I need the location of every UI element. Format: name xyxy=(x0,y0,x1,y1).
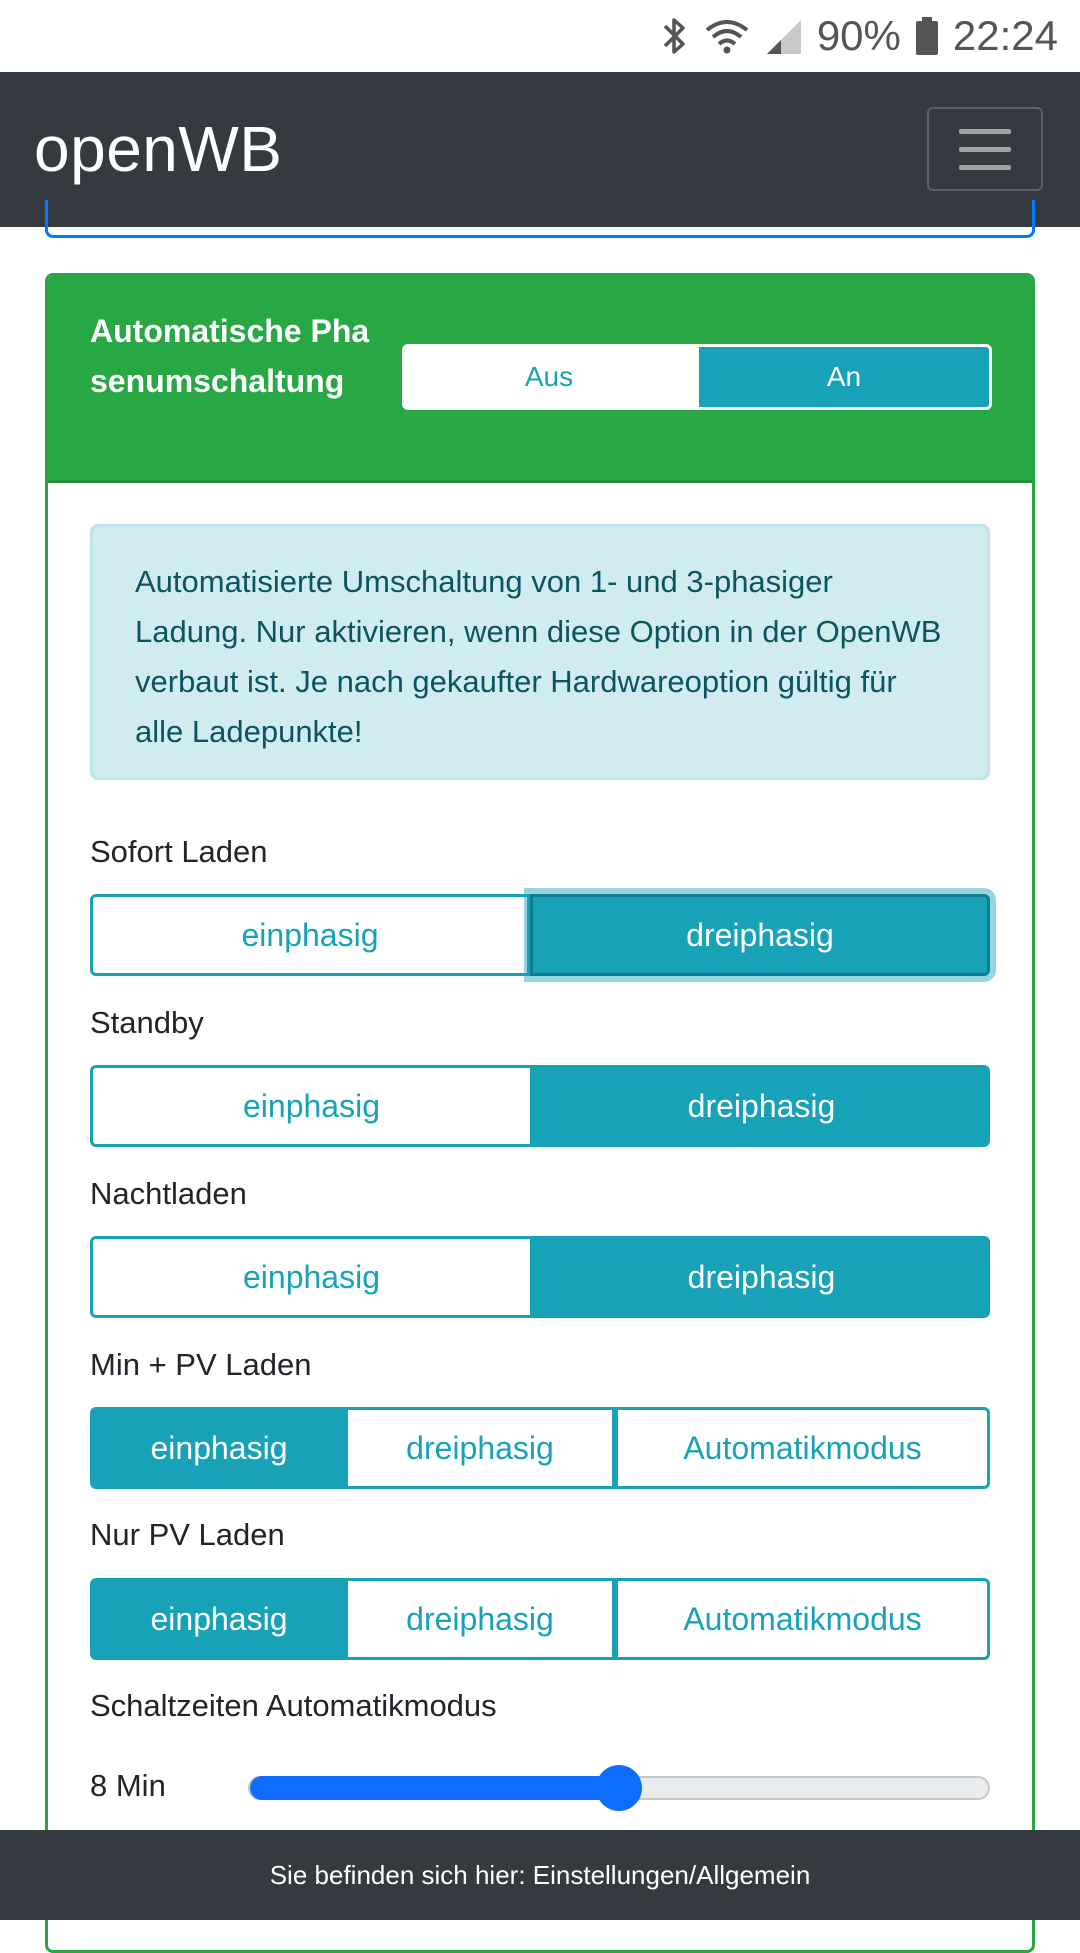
status-bar xyxy=(0,0,1080,72)
nachtladen-options xyxy=(90,1236,990,1318)
min-pv-dreiphasig-button[interactable]: dreiphasig xyxy=(348,1407,615,1489)
nur-pv-laden-options xyxy=(90,1578,990,1660)
toggle-on-button[interactable]: An xyxy=(696,344,992,410)
info-alert: Automatisierte Umschaltung von 1- und 3-phasiger Ladung. Nur aktivieren, wenn diese Option in der OpenWB verbaut ist. Je nach gekaufter Hardwareoption gültig für alle Ladepunkte! xyxy=(90,524,990,780)
slider-value: 8 Min xyxy=(90,1768,166,1803)
nachtladen-einphasig-button[interactable]: einphasig xyxy=(90,1236,533,1318)
standby-options xyxy=(90,1065,990,1147)
card-title: Automatische Phasenumschaltung xyxy=(90,313,370,399)
wifi-icon xyxy=(703,16,751,56)
menu-toggle-button[interactable] xyxy=(927,107,1043,191)
sofort-laden-options xyxy=(90,894,990,976)
card-header xyxy=(48,276,1032,483)
previous-card-edge xyxy=(45,200,1035,238)
battery-icon xyxy=(915,16,939,56)
standby-dreiphasig-button[interactable]: dreiphasig xyxy=(533,1065,990,1147)
breadcrumb-text: Sie befinden sich hier: Einstellungen/Allgemein xyxy=(269,1859,811,1890)
min-pv-laden-options xyxy=(90,1407,990,1489)
slider-thumb[interactable] xyxy=(596,1765,642,1811)
min-pv-einphasig-button[interactable]: einphasig xyxy=(90,1407,348,1489)
nur-pv-automatikmodus-button[interactable]: Automatikmodus xyxy=(615,1578,990,1660)
section-label-schaltzeiten: Schaltzeiten Automatikmodus xyxy=(90,1688,497,1723)
section-label-sofort-laden: Sofort Laden xyxy=(90,834,268,869)
bluetooth-icon xyxy=(661,16,689,56)
min-pv-automatikmodus-button[interactable]: Automatikmodus xyxy=(615,1407,990,1489)
phase-switch-toggle xyxy=(402,344,992,410)
clock: 22:24 xyxy=(952,12,1058,59)
standby-einphasig-button[interactable]: einphasig xyxy=(90,1065,533,1147)
section-label-nur-pv-laden: Nur PV Laden xyxy=(90,1517,285,1552)
section-label-min-pv-laden: Min + PV Laden xyxy=(90,1347,312,1382)
toggle-off-button[interactable]: Aus xyxy=(402,344,696,410)
battery-percent: 90% xyxy=(816,12,901,59)
section-label-standby: Standby xyxy=(90,1005,204,1040)
hamburger-icon xyxy=(959,129,1011,134)
phase-switch-card xyxy=(45,273,1035,1953)
sofort-laden-einphasig-button[interactable]: einphasig xyxy=(90,894,530,976)
nur-pv-dreiphasig-button[interactable]: dreiphasig xyxy=(348,1578,615,1660)
slider-fill xyxy=(250,1776,619,1800)
nachtladen-dreiphasig-button[interactable]: dreiphasig xyxy=(533,1236,990,1318)
nur-pv-einphasig-button[interactable]: einphasig xyxy=(90,1578,348,1660)
section-label-nachtladen: Nachtladen xyxy=(90,1176,247,1211)
breadcrumb-footer xyxy=(0,1830,1080,1920)
brand-title[interactable]: openWB xyxy=(34,113,283,185)
schaltzeiten-slider[interactable] xyxy=(248,1776,990,1800)
signal-icon xyxy=(765,16,803,56)
sofort-laden-dreiphasig-button[interactable]: dreiphasig xyxy=(530,894,990,976)
